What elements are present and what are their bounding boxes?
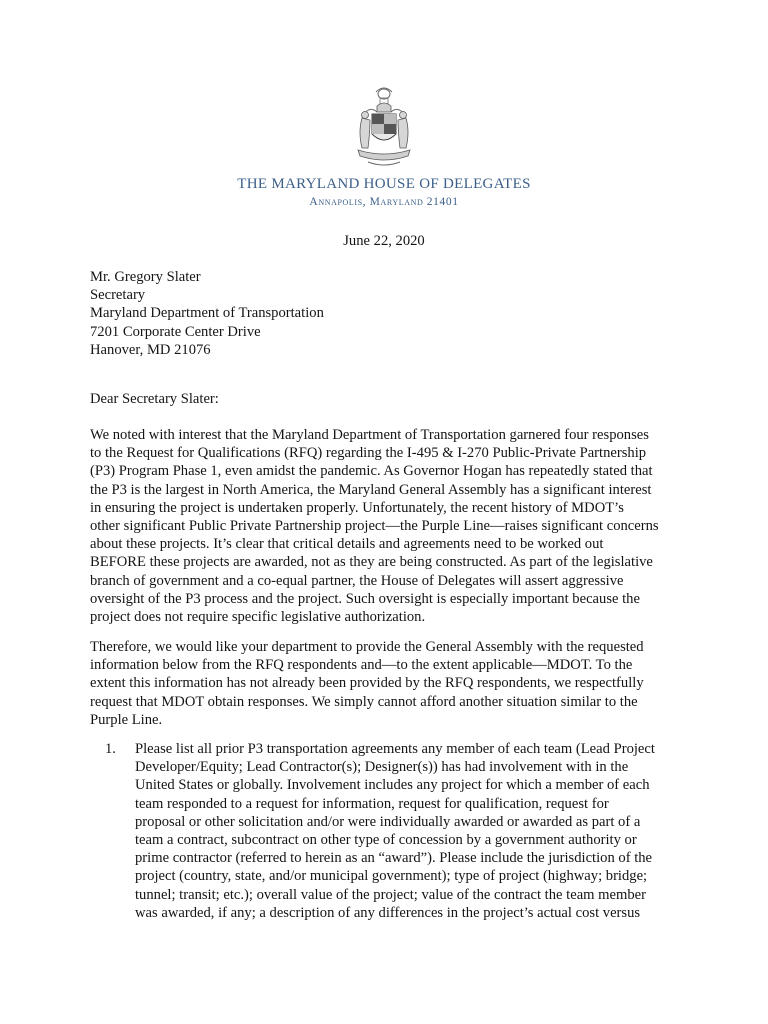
letterhead-subtitle: Annapolis, Maryland 21401	[309, 196, 459, 208]
list-line: team responded to a request for information, request for qualification, request for	[135, 795, 609, 812]
list-line: Please list all prior P3 transportation agreements any member of each team (Lead Project	[135, 741, 655, 757]
paragraph-line: in ensuring the project is undertaken properly. Unfortunately, the recent history of MDOT’s	[90, 499, 624, 516]
paragraph-line: to the Request for Qualifications (RFQ) regarding the I-495 & I-270 Public-Private Partnership	[90, 445, 647, 462]
paragraph-line: We noted with interest that the Maryland Department of Transportation garnered four responses	[90, 427, 649, 443]
paragraph-line: (P3) Program Phase 1, even amidst the pandemic. As Governor Hogan has repeatedly stated that	[90, 463, 653, 480]
salutation: Dear Secretary Slater:	[90, 391, 219, 407]
list-line: prime contractor (referred to herein as an “award”). Please include the jurisdiction of the	[135, 850, 653, 867]
list-line: Developer/Equity; Lead Contractor(s); Designer(s)) has had involvement with in the	[135, 759, 629, 776]
list-line: proposal or other solicitation and/or were individually awarded or awarded as part of a	[135, 813, 641, 830]
paragraph-line: extent this information has not already been provided by the RFQ respondents, we respectfully	[90, 675, 644, 692]
paragraph-line: request that MDOT obtain responses. We simply cannot afford another situation similar to the	[90, 693, 638, 710]
letter-date: June 22, 2020	[343, 233, 425, 249]
list-line: tunnel; transit; etc.); overall value of the project; value of the contract the team member	[135, 886, 646, 903]
list-item-body	[135, 740, 685, 922]
paragraph-line: about these projects. It’s clear that critical details and agreements need to be worked out	[90, 536, 604, 553]
recipient-street: 7201 Corporate Center Drive	[90, 323, 261, 340]
paragraph-line: information below from the RFQ respondents and—to the extent applicable—MDOT. To the	[90, 657, 633, 674]
list-line: was awarded, if any; a description of any differences in the project’s actual cost versus	[135, 904, 641, 921]
recipient-name: Mr. Gregory Slater	[90, 269, 201, 285]
paragraph-line: Therefore, we would like your department to provide the General Assembly with the requested	[90, 639, 644, 655]
paragraph-line: Purple Line.	[90, 711, 163, 728]
body-paragraph-1	[90, 426, 682, 626]
paragraph-line: branch of government and a co-equal partner, the House of Delegates will assert aggressive	[90, 572, 624, 589]
recipient-organization: Maryland Department of Transportation	[90, 305, 324, 322]
body-paragraph-2	[90, 638, 682, 729]
recipient-title: Secretary	[90, 287, 146, 304]
paragraph-line: BEFORE these projects are awarded, not as they are being constructed. As part of the legislative	[90, 554, 653, 571]
paragraph-line: project does not require specific legislative authorization.	[90, 609, 426, 626]
letterhead-title: THE MARYLAND HOUSE OF DELEGATES	[237, 176, 531, 192]
recipient-address	[90, 268, 324, 359]
maryland-great-seal-icon	[350, 84, 418, 170]
list-line: team a contract, subcontract on other type of concession by a government authority or	[135, 832, 637, 849]
paragraph-line: the P3 is the largest in North America, the Maryland General Assembly has a significant interest	[90, 481, 652, 498]
paragraph-line: oversight of the P3 process and the project. Such oversight is especially important because the	[90, 590, 640, 607]
list-number: 1.	[105, 741, 116, 757]
paragraph-line: other significant Public Private Partnership project—the Purple Line—raises significant concerns	[90, 518, 659, 535]
list-line: United States or globally. Involvement includes any project for which a member of each	[135, 777, 650, 794]
list-line: project (country, state, and/or municipal government); type of project (highway; bridge;	[135, 868, 648, 885]
recipient-city: Hanover, MD 21076	[90, 341, 211, 358]
